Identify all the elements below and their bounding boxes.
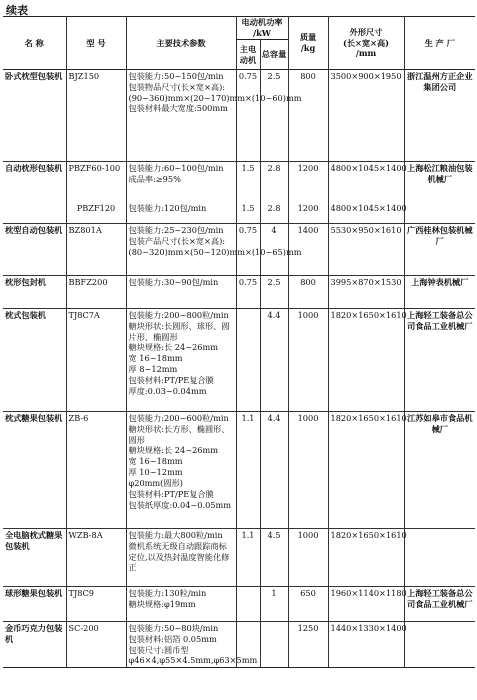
cell-power-total: 4.4 xyxy=(260,412,288,529)
cell-spec: 包装能力:30~90包/min xyxy=(126,276,236,309)
cell-name: 枕型自动包装机 xyxy=(3,224,66,276)
cell-spec: 包装能力:200~600粒/min 糖块形状:长方形、椭圆形、圆形 糖块规格:长 24~26mm 宽 16~18mm 厚 10~12mm φ20mm(圆形) 包装材料:PT/PE复合膜 包装纸厚度:0.04~0.05mm xyxy=(126,412,236,529)
cell-mass: 800 xyxy=(288,276,328,309)
cell-power-total: 1 xyxy=(260,587,288,622)
cell-name: 全电脑枕式糖果包装机 xyxy=(3,529,66,587)
cell-name: 枕形包封机 xyxy=(3,276,66,309)
equipment-table xyxy=(3,16,475,668)
cell-power-main: 1.1 xyxy=(236,529,260,587)
cell-power-main: 0.75 xyxy=(236,224,260,276)
cell-dims: 1440×1330×1400 xyxy=(328,622,404,668)
header-name: 名 称 xyxy=(3,17,66,70)
header-dims: 外形尺寸 (长×宽×高) /mm xyxy=(328,17,404,70)
cell-dims: 1820×1650×1610 xyxy=(328,529,404,587)
cell-mass: 1000 xyxy=(288,412,328,529)
header-mass: 质量 /kg xyxy=(288,17,328,70)
cell-power-total xyxy=(260,622,288,668)
cell-mass: 1000 xyxy=(288,309,328,412)
cell-maker xyxy=(404,622,475,668)
cell-model: ZB-6 xyxy=(66,412,126,529)
cell-mass: 1200 xyxy=(288,202,328,224)
cell-dims: 1820×1650×1610 xyxy=(328,309,404,412)
table-row xyxy=(3,309,475,412)
cell-power-total: 4.5 xyxy=(260,529,288,587)
cell-power-main: 1.5 xyxy=(236,202,260,224)
table-row xyxy=(3,587,475,622)
cell-dims: 1820×1650×1610 xyxy=(328,412,404,529)
header-power-main: 主电动机 xyxy=(236,40,260,70)
cell-spec: 包装能力:60~100包/min 成品率:≥95% xyxy=(126,162,236,202)
cell-name: 枕式包装机 xyxy=(3,309,66,412)
cell-spec: 包装能力:130粒/min 糖块规格:φ19mm xyxy=(126,587,236,622)
cell-power-total: 2.5 xyxy=(260,276,288,309)
cell-maker: 上海轻工装备总公司食品工业机械厂 xyxy=(404,587,475,622)
cell-maker: 上海轻工装备总公司食品工业机械厂 xyxy=(404,309,475,412)
cell-power-total: 2.8 xyxy=(260,202,288,224)
table-row xyxy=(3,162,475,202)
cell-name: 自动枕形包装机 xyxy=(3,162,66,202)
cell-dims: 4800×1045×1400 xyxy=(328,162,404,202)
cell-spec: 包装能力:200~800粒/min 糖块形状:长圆形、球形、圆片形、椭圆形 糖块规格:长 24~26mm 宽 16~18mm 厚 8~12mm 包装材料:PT/PE复合膜 厚度:0.03~0.04mm xyxy=(126,309,236,412)
table-row xyxy=(3,276,475,309)
header-power: 电动机功率 /kW xyxy=(236,17,288,40)
cell-mass: 1000 xyxy=(288,529,328,587)
cell-power-main: 1.5 xyxy=(236,162,260,202)
cell-power-total: 2.8 xyxy=(260,162,288,202)
cell-power-main: 0.75 xyxy=(236,70,260,162)
cell-name xyxy=(3,202,66,224)
cell-power-total: 4 xyxy=(260,224,288,276)
cell-model: SC-200 xyxy=(66,622,126,668)
cell-spec: 包装能力:50~80块/min 包装材料:铝箔 0.05mm 包装尺寸:圆币型 φ46×4,φ55×4.5mm,φ63×5mm xyxy=(126,622,236,668)
header-maker: 生 产 厂 xyxy=(404,17,475,70)
cell-maker: 浙江温州方正企业集团公司 xyxy=(404,70,475,162)
cell-model: TJ8C7A xyxy=(66,309,126,412)
cell-model: PBZF60-100 xyxy=(66,162,126,202)
cell-mass: 1400 xyxy=(288,224,328,276)
cell-name: 卧式枕型包装机 xyxy=(3,70,66,162)
cell-maker: 上海钟表机械厂 xyxy=(404,276,475,309)
cell-dims: 1960×1140×1180 xyxy=(328,587,404,622)
continued-label: 续表 xyxy=(6,4,28,17)
table-row xyxy=(3,412,475,529)
cell-dims: 5530×950×1610 xyxy=(328,224,404,276)
cell-mass: 650 xyxy=(288,587,328,622)
cell-model: BZ801A xyxy=(66,224,126,276)
cell-model: BBFZ200 xyxy=(66,276,126,309)
cell-name: 枕式糖果包装机 xyxy=(3,412,66,529)
cell-dims: 3500×900×1950 xyxy=(328,70,404,162)
cell-power-total: 4.4 xyxy=(260,309,288,412)
table-row xyxy=(3,224,475,276)
cell-spec: 包装能力:最大800粒/min 微机系统无级自动跟踪商标定位,以及热封温度智能化修正 xyxy=(126,529,236,587)
table-row xyxy=(3,622,475,668)
cell-mass: 1250 xyxy=(288,622,328,668)
cell-maker: 上海松江粮油包装机械厂 xyxy=(404,162,475,224)
cell-maker: 广西桂林包装机械厂 xyxy=(404,224,475,276)
cell-spec: 包装能力:120包/min xyxy=(126,202,236,224)
cell-model: WZB-8A xyxy=(66,529,126,587)
cell-dims: 4800×1045×1400 xyxy=(328,202,404,224)
cell-power-main xyxy=(236,309,260,412)
cell-power-main xyxy=(236,587,260,622)
cell-power-total: 2.5 xyxy=(260,70,288,162)
header-power-total: 总容量 xyxy=(260,40,288,70)
cell-power-main: 0.75 xyxy=(236,276,260,309)
cell-maker xyxy=(404,529,475,587)
cell-model: BJZ150 xyxy=(66,70,126,162)
cell-power-main: 1.1 xyxy=(236,412,260,529)
cell-dims: 3995×870×1530 xyxy=(328,276,404,309)
table-row xyxy=(3,70,475,162)
cell-spec: 包装能力:25~230包/min 包装产品尺寸(长×宽×高): (80~320)mm×(50~120)mm×(10~65)mm xyxy=(126,224,236,276)
cell-maker: 江苏如皋市食品机械厂 xyxy=(404,412,475,529)
table-row xyxy=(3,529,475,587)
header-model: 型 号 xyxy=(66,17,126,70)
cell-model: PBZF120 xyxy=(66,202,126,224)
cell-name: 金币巧克力包装机 xyxy=(3,622,66,668)
cell-spec: 包装能力:50~150包/min 包装物品尺寸(长×宽×高): (90~360)mm×(20~170)mm×(10~60)mm 包装材料最大宽度:500mm xyxy=(126,70,236,162)
header-spec: 主要技术参数 xyxy=(126,17,236,70)
cell-model: TJ8C9 xyxy=(66,587,126,622)
cell-name: 球形糖果包装机 xyxy=(3,587,66,622)
cell-mass: 800 xyxy=(288,70,328,162)
cell-mass: 1200 xyxy=(288,162,328,202)
